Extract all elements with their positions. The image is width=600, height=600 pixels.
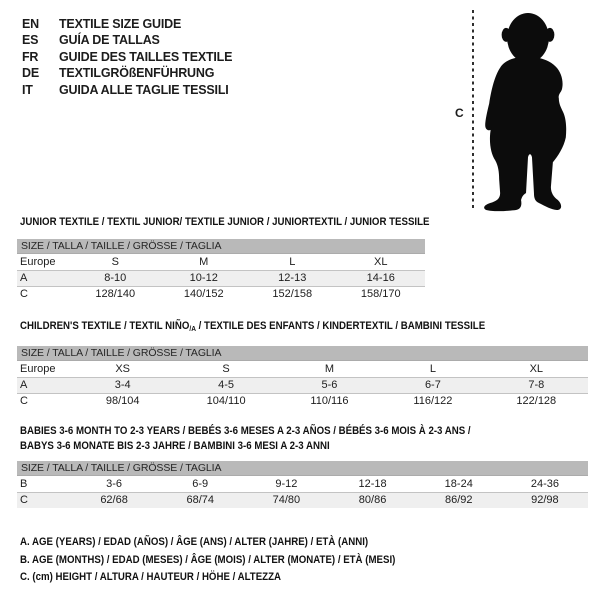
size-cell: M (324, 362, 335, 375)
row-label: A (20, 379, 28, 391)
table-row (17, 393, 588, 409)
table (17, 346, 588, 409)
size-cell: 92/98 (531, 494, 559, 506)
table-rows (17, 476, 588, 508)
size-table-junior (17, 215, 485, 302)
language-title: TEXTILGRÖßENFÜHRUNG (59, 66, 215, 81)
size-table-babies (17, 424, 588, 508)
language-title: GUÍA DE TALLAS (59, 33, 160, 48)
table-row (17, 361, 588, 377)
size-cell: 110/116 (310, 395, 349, 407)
language-row (22, 65, 232, 81)
size-cell: 158/170 (360, 288, 401, 300)
size-cell: 14-16 (366, 272, 395, 284)
table-row (17, 270, 425, 286)
language-row (22, 16, 232, 32)
size-cell: 24-36 (530, 477, 559, 490)
language-row (22, 32, 232, 48)
table-size-header: SIZE / TALLA / TAILLE / GRÖSSE / TAGLIA (17, 346, 588, 361)
size-cell: 128/140 (95, 288, 136, 300)
table-title-text: CHILDREN'S TEXTILE / TEXTIL NIÑO (20, 320, 190, 332)
table-title (20, 424, 520, 454)
size-cell: XL (374, 255, 388, 268)
table-title-line: BABYS 3-6 MONATE BIS 2-3 JAHRE / BAMBINI 3-6 MESI A 2-3 ANNI (20, 440, 330, 452)
table-size-header: SIZE / TALLA / TAILLE / GRÖSSE / TAGLIA (17, 239, 425, 254)
size-cell: XS (115, 362, 131, 375)
size-cell: 3-6 (106, 477, 123, 490)
language-title: GUIDE DES TAILLES TEXTILE (59, 49, 233, 64)
size-cell: 104/110 (206, 395, 246, 407)
size-cell: 98/104 (105, 395, 140, 407)
size-cell: 140/152 (183, 288, 224, 300)
height-label: C (455, 106, 464, 120)
size-cell: M (199, 255, 209, 268)
size-cell: S (222, 362, 230, 375)
size-table-children (17, 319, 588, 409)
row-label: C (20, 395, 28, 407)
table-row (17, 492, 588, 508)
language-code: EN (22, 17, 39, 31)
baby-silhouette-icon (478, 8, 578, 212)
row-label: B (20, 477, 28, 490)
table-rows (17, 254, 425, 302)
size-cell: 122/128 (516, 395, 557, 407)
footnotes (20, 534, 447, 587)
size-cell: 6-9 (192, 477, 209, 490)
table-title-line: JUNIOR TEXTILE / TEXTIL JUNIOR/ TEXTILE JUNIOR / JUNIORTEXTIL / JUNIOR TESSILE (20, 216, 430, 228)
size-cell: XL (529, 362, 544, 375)
size-cell: S (111, 255, 119, 268)
size-cell: 12-13 (278, 272, 307, 284)
table-title-line: BABIES 3-6 MONTH TO 2-3 YEARS / BEBÉS 3-6 MESES A 2-3 AÑOS / BÉBÉS 3-6 MOIS À 2-3 ANS / (20, 425, 471, 437)
table-size-header: SIZE / TALLA / TAILLE / GRÖSSE / TAGLIA (17, 461, 588, 476)
size-cell: 152/158 (272, 288, 313, 300)
size-cell: 10-12 (189, 272, 218, 284)
language-list (22, 16, 232, 98)
language-code: ES (22, 33, 39, 48)
row-label: Europe (20, 362, 56, 375)
size-cell: 7-8 (528, 379, 545, 391)
row-label: A (20, 272, 28, 284)
language-title: TEXTILE SIZE GUIDE (59, 17, 182, 31)
language-row (22, 82, 232, 98)
size-cell: 74/80 (272, 494, 301, 506)
language-row (22, 49, 232, 65)
table-row (17, 377, 588, 393)
table-title (20, 319, 520, 336)
size-cell: 5-6 (321, 379, 338, 391)
size-cell: 6-7 (424, 379, 441, 391)
size-cell: 18-24 (444, 477, 473, 490)
table-title (20, 215, 429, 230)
size-cell: 62/68 (100, 494, 128, 506)
size-cell: 9-12 (275, 477, 298, 490)
size-cell: 68/74 (186, 494, 214, 506)
footnote: A. AGE (YEARS) / EDAD (AÑOS) / ÂGE (ANS) / ALTER (JAHRE) / ETÀ (ANNI) (20, 536, 369, 548)
footnote: B. AGE (MONTHS) / EDAD (MESES) / ÂGE (MOIS) / ALTER (MONATE) / ETÀ (MESI) (20, 553, 396, 566)
table (17, 461, 588, 508)
language-code: FR (22, 49, 39, 64)
language-title: GUIDA ALLE TAGLIE TESSILI (59, 82, 229, 97)
table-rows (17, 361, 588, 409)
height-dashed-line (471, 10, 475, 210)
size-cell: 12-18 (358, 477, 387, 490)
size-cell: 8-10 (104, 272, 127, 284)
footnote: C. (cm) HEIGHT / ALTURA / HAUTEUR / HÖHE / ALTEZZA (20, 571, 282, 584)
size-cell: 116/122 (413, 395, 453, 407)
row-label: Europe (20, 255, 56, 268)
table-row (17, 476, 588, 492)
size-cell: 3-4 (114, 379, 131, 391)
language-code: IT (22, 82, 33, 97)
size-cell: 86/92 (444, 494, 473, 506)
table-row (17, 254, 425, 270)
table-row (17, 286, 425, 302)
row-label: C (20, 494, 28, 506)
table (17, 239, 425, 302)
size-cell: L (429, 362, 436, 375)
size-cell: 4-5 (218, 379, 235, 391)
size-cell: 80/86 (358, 494, 387, 506)
table-title-subscript: /A (189, 324, 196, 333)
row-label: C (20, 288, 28, 300)
language-code: DE (22, 66, 39, 81)
size-cell: L (289, 255, 296, 268)
table-title-text: / TEXTILE DES ENFANTS / KINDERTEXTIL / BAMBINI TESSILE (195, 320, 486, 332)
